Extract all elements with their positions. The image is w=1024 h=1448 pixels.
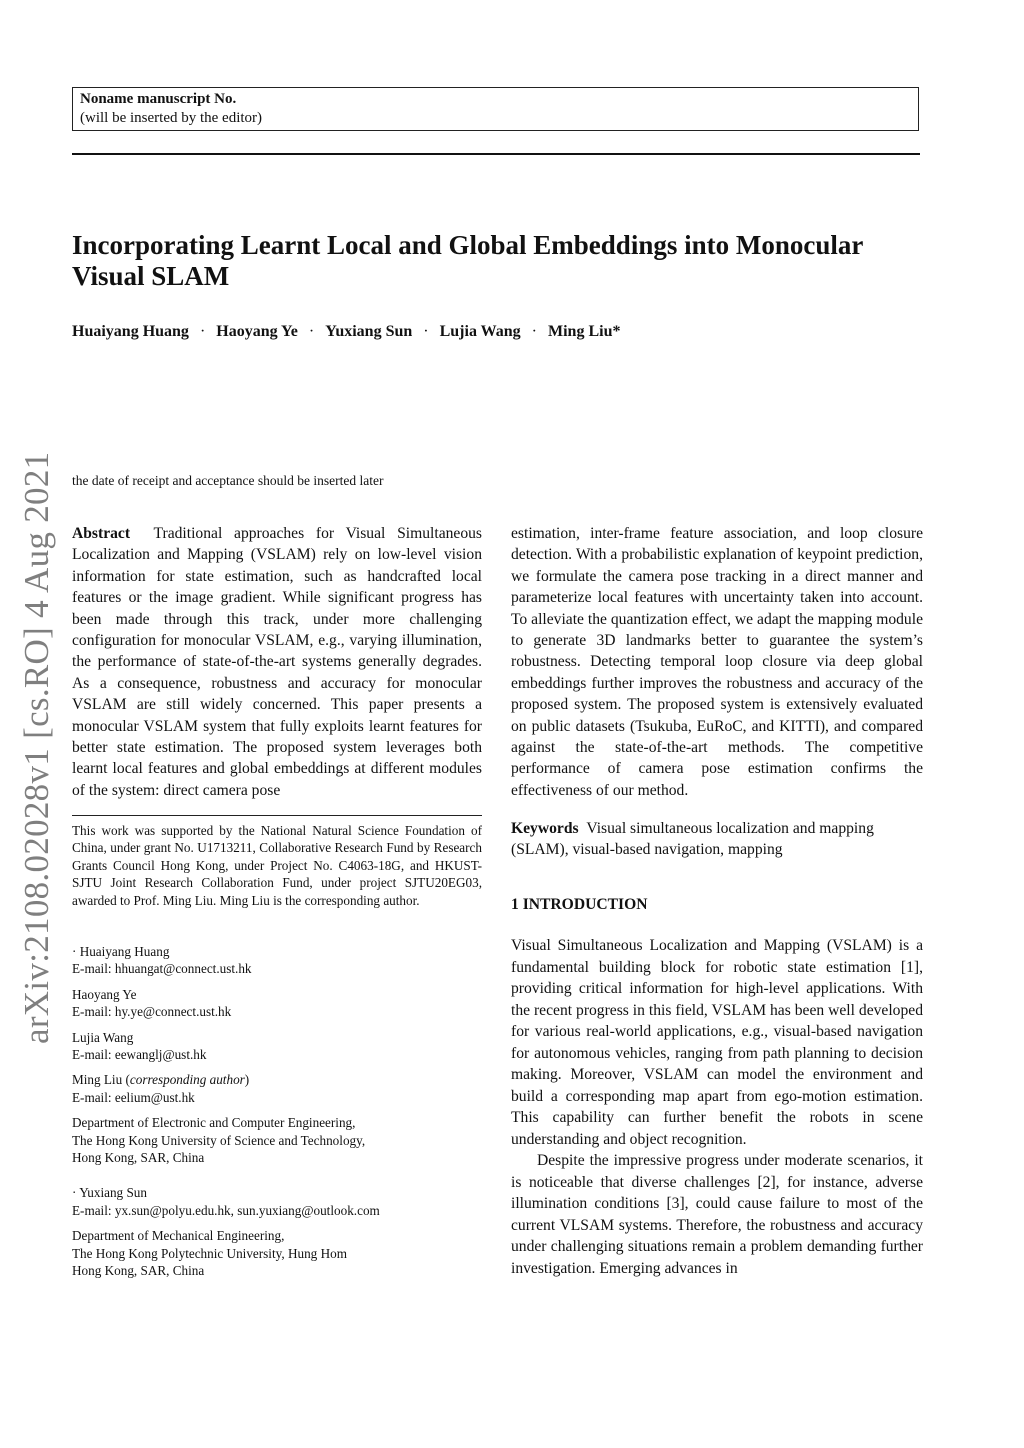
abstract-text-left: Traditional approaches for Visual Simultaneous Localization and Mapping (VSLAM) rely on low-level vision information for state estimation, such as handcrafted local features or the image gradient. While significant progress has been made through this track, under more challenging configuration for monocular VSLAM, e.g., varying illumination, the performance of state-of-the-art systems generally degrades. As a consequence, robustness and accuracy for monocular VSLAM are still widely concerned. This paper presents a monocular VSLAM system that fully exploits learnt features for better state estimation. The proposed system leverages both learnt local features and global embeddings at different modules of the system: direct camera pose — [72, 525, 482, 799]
dept-line: Department of Electronic and Computer Engineering, — [72, 1115, 356, 1131]
author-name: Huaiyang Huang — [72, 323, 189, 340]
author-email: E-mail: yx.sun@polyu.edu.hk, sun.yuxiang@outlook.com — [72, 1202, 380, 1218]
dept-line: Department of Mechanical Engineering, — [72, 1228, 285, 1244]
abstract-label: Abstract — [72, 525, 131, 542]
footnote-rule — [72, 815, 482, 816]
affiliations — [72, 943, 482, 1288]
section-heading: 1 INTRODUCTION — [511, 896, 648, 913]
funding-text: This work was supported by the National Natural Science Foundation of China, under grant No. U1713211, Collaborative Research Fund by Research Grants Council Hong Kong, under Project No. C4063-18G, and HKUST-SJTU Joint Research Collaboration Fund, under project SJTU20EG03, awarded to Prof. Ming Liu. Ming Liu is the corresponding author. — [72, 823, 482, 908]
dept-line: The Hong Kong Polytechnic University, Hung Hom — [72, 1245, 347, 1261]
author-entry: · Huaiyang Huang — [72, 944, 170, 959]
editor-note: (will be inserted by the editor) — [80, 110, 263, 126]
author-entry: · Yuxiang Sun — [72, 1185, 147, 1201]
author-separator: · — [199, 323, 206, 340]
affiliation-sun — [72, 1184, 482, 1219]
hkust-department — [72, 1114, 482, 1166]
dept-line: Hong Kong, SAR, China — [72, 1150, 205, 1166]
author-separator: · — [423, 323, 429, 340]
author-email: E-mail: eelium@ust.hk — [72, 1089, 195, 1105]
manuscript-label: Noname manuscript No. — [80, 91, 237, 107]
author-role-close: ) — [244, 1072, 250, 1088]
receipt-note: the date of receipt and acceptance should be inserted later — [72, 473, 384, 488]
author-separator: · — [308, 323, 315, 340]
affiliation-wang — [72, 1029, 482, 1064]
header-rule — [72, 153, 920, 155]
intro-paragraph: Despite the impressive progress under moderate scenarios, it is noticeable that diverse challenges [2], for instance, adverse illumination conditions [3], could cause failure to most of the current VLSAM systems. Therefore, the robustness and accuracy under challenging situations remain a problem demanding further investigation. Emerging advances in — [511, 1152, 923, 1277]
abstract-right-column — [511, 523, 923, 801]
keywords-text: Visual simultaneous localization and mapping (SLAM), visual-based navigation, mapping — [511, 820, 874, 859]
introduction-body — [511, 935, 923, 1279]
author-name: Lujia Wang — [439, 323, 521, 340]
author-email: E-mail: hy.ye@connect.ust.hk — [72, 1004, 232, 1020]
author-entry: Lujia Wang — [72, 1029, 134, 1045]
abstract-text-right: estimation, inter-frame feature association, and loop closure detection. With a probabilistic explanation of keypoint prediction, we formulate the camera pose tracking in a direct manner and parameterize local features with uncertainty taken into account. To alleviate the quantization effect, we adapt the mapping module to generate 3D landmarks better to guarantee the system’s robustness. Detecting temporal loop closure via deep global embeddings further improves the robustness and accuracy of the proposed system. The proposed system is extensively evaluated on public datasets (Tsukuba, EuRoC, and KITTI), and compared against the state-of-the-art methods. The competitive performance of camera pose estimation confirms the effectiveness of our method. — [511, 525, 923, 799]
arxiv-watermark: arXiv:2108.02028v1 [cs.RO] 4 Aug 2021 — [17, 451, 56, 1044]
dept-line: Hong Kong, SAR, China — [72, 1263, 205, 1279]
author-name-text: Ming Liu ( — [72, 1072, 130, 1088]
author-role: corresponding author — [129, 1072, 245, 1088]
author-email: E-mail: eewanglj@ust.hk — [72, 1047, 207, 1063]
affiliation-huang — [72, 943, 482, 978]
paper-title: Incorporating Learnt Local and Global Embeddings into Monocular Visual SLAM — [72, 230, 863, 291]
keywords-label: Keywords — [511, 820, 579, 837]
dept-line: The Hong Kong University of Science and Technology, — [72, 1132, 366, 1148]
affiliation-ye — [72, 986, 482, 1021]
author-list — [72, 322, 620, 342]
polyu-department — [72, 1227, 482, 1279]
author-name: Haoyang Ye — [216, 323, 298, 340]
abstract-paragraph — [72, 523, 482, 801]
author-entry: Haoyang Ye — [72, 986, 137, 1002]
abstract-left-column — [72, 523, 482, 801]
author-separator: · — [531, 323, 537, 340]
manuscript-box — [72, 87, 919, 131]
funding-footnote — [72, 822, 482, 909]
author-email: E-mail: hhuangat@connect.ust.hk — [72, 961, 252, 977]
keywords — [511, 818, 923, 861]
affiliation-liu — [72, 1071, 482, 1106]
intro-paragraph: Visual Simultaneous Localization and Mapping (VSLAM) is a fundamental building block for robotic state estimation [1], providing critical information for high-level applications. With the recent progress in this field, VSLAM has been well developed for various real-world applications, e.g., visual-based navigation for autonomous vehicles, ranging from path planning to decision making. Moreover, VSLAM can model the environment and build a corresponding map apart from ego-motion estimation. This capability can further benefit the robots in scene understanding and object recognition. — [511, 937, 923, 1148]
author-entry — [72, 1071, 482, 1088]
author-name: Ming Liu* — [548, 323, 621, 340]
author-name: Yuxiang Sun — [325, 323, 413, 340]
